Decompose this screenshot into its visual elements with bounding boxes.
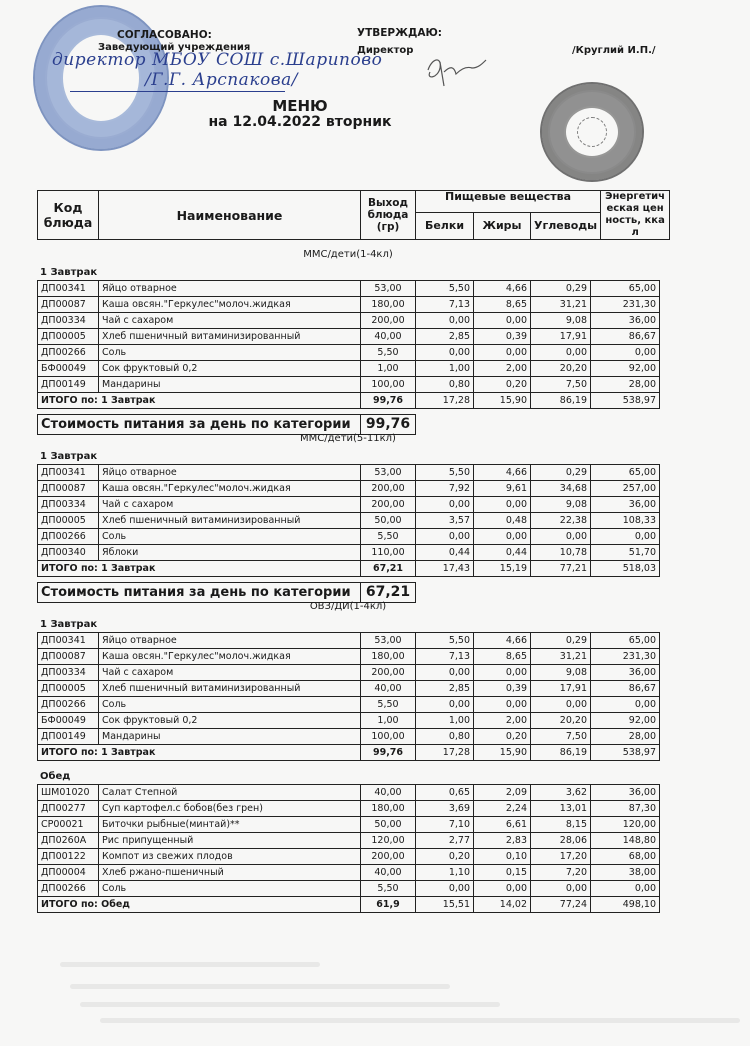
dish-protein: 0,65 — [416, 785, 474, 801]
dish-output: 40,00 — [361, 865, 416, 881]
dish-output: 100,00 — [361, 729, 416, 745]
dish-fat: 0,00 — [474, 665, 531, 681]
dish-protein: 0,00 — [416, 529, 474, 545]
dish-name: Суп картофел.с бобов(без грен) — [99, 801, 361, 817]
dish-code: ДП00341 — [38, 465, 99, 481]
table-row — [38, 665, 660, 681]
dish-protein: 3,69 — [416, 801, 474, 817]
total-output: 67,21 — [361, 561, 416, 577]
approved-handwritten-name: /Г.Г. Арспакова/ — [145, 70, 298, 90]
dish-energy: 0,00 — [591, 345, 660, 361]
dish-code: ДП0260А — [38, 833, 99, 849]
dish-code: ДП00334 — [38, 313, 99, 329]
dish-name: Каша овсян."Геркулес"молоч.жидкая — [99, 297, 361, 313]
dish-name: Биточки рыбные(минтай)** — [99, 817, 361, 833]
table-row — [38, 513, 660, 529]
dish-carbs: 8,15 — [531, 817, 591, 833]
dish-energy: 148,80 — [591, 833, 660, 849]
dish-code: ДП00149 — [38, 729, 99, 745]
dish-protein: 5,50 — [416, 633, 474, 649]
dish-name: Каша овсян."Геркулес"молоч.жидкая — [99, 481, 361, 497]
dish-code: БФ00049 — [38, 713, 99, 729]
dish-carbs: 3,62 — [531, 785, 591, 801]
dish-code: ДП00266 — [38, 881, 99, 897]
dish-name: Соль — [99, 697, 361, 713]
table-row — [38, 545, 660, 561]
bleed-through-mark — [70, 984, 450, 989]
table-row — [38, 697, 660, 713]
meal-title: 1 Завтрак — [40, 267, 98, 278]
dish-output: 200,00 — [361, 313, 416, 329]
menu-table — [37, 280, 660, 409]
dish-carbs: 9,08 — [531, 665, 591, 681]
dish-energy: 120,00 — [591, 817, 660, 833]
table-row — [38, 297, 660, 313]
header-fat: Жиры — [474, 213, 531, 240]
dish-protein: 0,00 — [416, 313, 474, 329]
dish-fat: 0,48 — [474, 513, 531, 529]
total-protein: 17,43 — [416, 561, 474, 577]
dish-protein: 1,00 — [416, 713, 474, 729]
dish-name: Сок фруктовый 0,2 — [99, 361, 361, 377]
dish-protein: 7,10 — [416, 817, 474, 833]
dish-fat: 2,83 — [474, 833, 531, 849]
dish-fat: 8,65 — [474, 297, 531, 313]
dish-code: ДП00340 — [38, 545, 99, 561]
dish-energy: 51,70 — [591, 545, 660, 561]
dish-output: 1,00 — [361, 713, 416, 729]
total-fat: 15,90 — [474, 745, 531, 761]
dish-protein: 0,20 — [416, 849, 474, 865]
dish-fat: 0,00 — [474, 313, 531, 329]
meal-title: 1 Завтрак — [40, 619, 98, 630]
menu-table-header — [37, 190, 670, 240]
dish-protein: 7,13 — [416, 297, 474, 313]
confirm-label: УТВЕРЖДАЮ: — [357, 27, 442, 39]
dish-protein: 0,00 — [416, 881, 474, 897]
dish-energy: 231,30 — [591, 649, 660, 665]
dish-fat: 2,00 — [474, 713, 531, 729]
dish-code: ДП00087 — [38, 481, 99, 497]
dish-output: 53,00 — [361, 281, 416, 297]
dish-code: ДП00266 — [38, 697, 99, 713]
cost-label: Стоимость питания за день по категории — [38, 583, 361, 603]
dish-name: Хлеб пшеничный витаминизированный — [99, 513, 361, 529]
dish-protein: 0,00 — [416, 497, 474, 513]
table-row — [38, 281, 660, 297]
dish-carbs: 0,00 — [531, 529, 591, 545]
dish-output: 50,00 — [361, 817, 416, 833]
dish-fat: 0,39 — [474, 681, 531, 697]
total-carbs: 86,19 — [531, 745, 591, 761]
dish-output: 200,00 — [361, 849, 416, 865]
table-row — [38, 345, 660, 361]
dish-output: 200,00 — [361, 497, 416, 513]
total-protein: 15,51 — [416, 897, 474, 913]
dish-fat: 0,00 — [474, 529, 531, 545]
organization-stamp-right — [540, 82, 644, 182]
dish-name: Мандарины — [99, 377, 361, 393]
bleed-through-mark — [80, 1002, 500, 1007]
approved-role: Заведующий учреждения — [98, 42, 251, 53]
dish-fat: 2,00 — [474, 361, 531, 377]
cost-row — [37, 582, 416, 603]
dish-output: 40,00 — [361, 681, 416, 697]
dish-energy: 65,00 — [591, 281, 660, 297]
rows — [38, 281, 660, 409]
total-row — [38, 897, 660, 913]
dish-fat: 0,44 — [474, 545, 531, 561]
page-title: МЕНЮ — [272, 97, 328, 115]
dish-name: Соль — [99, 345, 361, 361]
dish-code: ДП00004 — [38, 865, 99, 881]
dish-code: БФ00049 — [38, 361, 99, 377]
dish-carbs: 20,20 — [531, 713, 591, 729]
dish-name: Каша овсян."Геркулес"молоч.жидкая — [99, 649, 361, 665]
table-row — [38, 633, 660, 649]
dish-energy: 92,00 — [591, 713, 660, 729]
dish-fat: 0,20 — [474, 377, 531, 393]
dish-energy: 36,00 — [591, 665, 660, 681]
dish-code: ДП00149 — [38, 377, 99, 393]
cost-row — [37, 414, 416, 435]
dish-fat: 4,66 — [474, 465, 531, 481]
dish-name: Чай с сахаром — [99, 665, 361, 681]
table-row — [38, 649, 660, 665]
header-energy: Энергетическая ценность, ккал — [601, 191, 670, 240]
signature-underline — [70, 91, 285, 92]
dish-code: ДП00277 — [38, 801, 99, 817]
dish-energy: 92,00 — [591, 361, 660, 377]
dish-carbs: 17,91 — [531, 329, 591, 345]
dish-carbs: 34,68 — [531, 481, 591, 497]
dish-carbs: 17,20 — [531, 849, 591, 865]
dish-protein: 7,13 — [416, 649, 474, 665]
total-energy: 518,03 — [591, 561, 660, 577]
approved-handwritten-position: директор МБОУ СОШ с.Шарипово — [52, 50, 383, 70]
dish-output: 200,00 — [361, 665, 416, 681]
dish-fat: 8,65 — [474, 649, 531, 665]
dish-code: ДП00005 — [38, 329, 99, 345]
table-row — [38, 833, 660, 849]
dish-code: ДП00087 — [38, 649, 99, 665]
dish-protein: 2,85 — [416, 681, 474, 697]
rows — [38, 785, 660, 913]
dish-output: 180,00 — [361, 297, 416, 313]
dish-fat: 0,00 — [474, 497, 531, 513]
dish-carbs: 28,06 — [531, 833, 591, 849]
dish-energy: 36,00 — [591, 785, 660, 801]
dish-name: Соль — [99, 881, 361, 897]
dish-energy: 38,00 — [591, 865, 660, 881]
dish-output: 5,50 — [361, 697, 416, 713]
dish-fat: 4,66 — [474, 633, 531, 649]
dish-fat: 4,66 — [474, 281, 531, 297]
dish-code: ДП00266 — [38, 345, 99, 361]
total-label: ИТОГО по: 1 Завтрак — [38, 561, 361, 577]
page-subtitle: на 12.04.2022 вторник — [208, 114, 392, 130]
dish-name: Сок фруктовый 0,2 — [99, 713, 361, 729]
dish-energy: 108,33 — [591, 513, 660, 529]
dish-energy: 28,00 — [591, 729, 660, 745]
dish-name: Салат Степной — [99, 785, 361, 801]
total-carbs: 77,21 — [531, 561, 591, 577]
meal-title: Обед — [40, 771, 71, 782]
total-protein: 17,28 — [416, 745, 474, 761]
dish-carbs: 0,00 — [531, 881, 591, 897]
dish-output: 120,00 — [361, 833, 416, 849]
dish-name: Соль — [99, 529, 361, 545]
dish-fat: 0,15 — [474, 865, 531, 881]
dish-code: ДП00122 — [38, 849, 99, 865]
dish-output: 53,00 — [361, 465, 416, 481]
dish-energy: 65,00 — [591, 465, 660, 481]
dish-fat: 2,24 — [474, 801, 531, 817]
cost-label: Стоимость питания за день по категории — [38, 415, 361, 435]
dish-fat: 0,39 — [474, 329, 531, 345]
header-output: Выход блюда (гр) — [361, 191, 416, 240]
dish-fat: 0,00 — [474, 697, 531, 713]
total-label: ИТОГО по: 1 Завтрак — [38, 745, 361, 761]
dish-output: 200,00 — [361, 481, 416, 497]
emblem-icon — [577, 117, 607, 147]
menu-table — [37, 464, 660, 577]
dish-fat: 0,10 — [474, 849, 531, 865]
dish-fat: 0,00 — [474, 345, 531, 361]
dish-name: Чай с сахаром — [99, 313, 361, 329]
dish-name: Рис припущенный — [99, 833, 361, 849]
dish-fat: 2,09 — [474, 785, 531, 801]
category-title: ММС/дети(5-11кл) — [300, 433, 396, 444]
dish-name: Хлеб пшеничный витаминизированный — [99, 681, 361, 697]
dish-protein: 0,00 — [416, 345, 474, 361]
total-energy: 498,10 — [591, 897, 660, 913]
meal-title: 1 Завтрак — [40, 451, 98, 462]
dish-protein: 2,85 — [416, 329, 474, 345]
table-row — [38, 497, 660, 513]
dish-protein: 5,50 — [416, 281, 474, 297]
table-row — [38, 465, 660, 481]
dish-output: 5,50 — [361, 345, 416, 361]
table-row — [38, 361, 660, 377]
dish-protein: 0,80 — [416, 729, 474, 745]
dish-name: Яблоки — [99, 545, 361, 561]
dish-name: Компот из свежих плодов — [99, 849, 361, 865]
table-row — [38, 865, 660, 881]
dish-output: 1,00 — [361, 361, 416, 377]
header-protein: Белки — [416, 213, 474, 240]
table-row — [38, 329, 660, 345]
table-row — [38, 681, 660, 697]
table-row — [38, 713, 660, 729]
table-row — [38, 881, 660, 897]
dish-protein: 0,00 — [416, 665, 474, 681]
header-nutrients: Пищевые вещества — [416, 191, 601, 213]
dish-energy: 65,00 — [591, 633, 660, 649]
dish-output: 180,00 — [361, 801, 416, 817]
dish-output: 40,00 — [361, 785, 416, 801]
dish-output: 40,00 — [361, 329, 416, 345]
total-carbs: 86,19 — [531, 393, 591, 409]
dish-protein: 3,57 — [416, 513, 474, 529]
dish-carbs: 0,29 — [531, 465, 591, 481]
total-fat: 14,02 — [474, 897, 531, 913]
table-row — [38, 481, 660, 497]
dish-protein: 1,00 — [416, 361, 474, 377]
table-row — [38, 849, 660, 865]
total-energy: 538,97 — [591, 745, 660, 761]
table-row — [38, 529, 660, 545]
table-row — [38, 817, 660, 833]
approved-label: СОГЛАСОВАНО: — [117, 29, 212, 41]
dish-protein: 0,00 — [416, 697, 474, 713]
table-row — [38, 377, 660, 393]
dish-name: Мандарины — [99, 729, 361, 745]
dish-protein: 0,80 — [416, 377, 474, 393]
dish-carbs: 20,20 — [531, 361, 591, 377]
dish-protein: 0,44 — [416, 545, 474, 561]
dish-carbs: 22,38 — [531, 513, 591, 529]
header-carbs: Углеводы — [531, 213, 601, 240]
total-row — [38, 745, 660, 761]
cost-value: 67,21 — [361, 583, 416, 603]
dish-name: Чай с сахаром — [99, 497, 361, 513]
rows — [38, 633, 660, 761]
header-code: Код блюда — [38, 191, 99, 240]
dish-carbs: 7,50 — [531, 377, 591, 393]
total-label: ИТОГО по: Обед — [38, 897, 361, 913]
dish-code: СР00021 — [38, 817, 99, 833]
dish-output: 110,00 — [361, 545, 416, 561]
dish-carbs: 9,08 — [531, 497, 591, 513]
dish-carbs: 17,91 — [531, 681, 591, 697]
total-output: 61,9 — [361, 897, 416, 913]
dish-output: 50,00 — [361, 513, 416, 529]
dish-energy: 36,00 — [591, 497, 660, 513]
dish-code: ДП00005 — [38, 513, 99, 529]
dish-protein: 7,92 — [416, 481, 474, 497]
dish-name: Хлеб ржано-пшеничный — [99, 865, 361, 881]
total-carbs: 77,24 — [531, 897, 591, 913]
dish-carbs: 7,50 — [531, 729, 591, 745]
dish-name: Яйцо отварное — [99, 633, 361, 649]
dish-carbs: 0,29 — [531, 633, 591, 649]
total-energy: 538,97 — [591, 393, 660, 409]
dish-energy: 231,30 — [591, 297, 660, 313]
table-row — [38, 785, 660, 801]
dish-code: ДП00341 — [38, 281, 99, 297]
dish-carbs: 10,78 — [531, 545, 591, 561]
total-protein: 17,28 — [416, 393, 474, 409]
director-signature — [420, 50, 490, 90]
dish-carbs: 0,29 — [531, 281, 591, 297]
dish-carbs: 31,21 — [531, 297, 591, 313]
dish-energy: 36,00 — [591, 313, 660, 329]
rows — [38, 465, 660, 577]
dish-carbs: 31,21 — [531, 649, 591, 665]
dish-fat: 6,61 — [474, 817, 531, 833]
dish-output: 53,00 — [361, 633, 416, 649]
total-fat: 15,19 — [474, 561, 531, 577]
dish-output: 100,00 — [361, 377, 416, 393]
dish-energy: 0,00 — [591, 529, 660, 545]
total-row — [38, 393, 660, 409]
dish-energy: 0,00 — [591, 697, 660, 713]
bleed-through-mark — [100, 1018, 740, 1023]
confirm-name: /Круглий И.П./ — [572, 45, 656, 56]
dish-energy: 257,00 — [591, 481, 660, 497]
dish-fat: 9,61 — [474, 481, 531, 497]
dish-protein: 5,50 — [416, 465, 474, 481]
dish-name: Яйцо отварное — [99, 281, 361, 297]
dish-energy: 28,00 — [591, 377, 660, 393]
dish-energy: 86,67 — [591, 329, 660, 345]
dish-code: ДП00005 — [38, 681, 99, 697]
dish-code: ДП00334 — [38, 497, 99, 513]
dish-fat: 0,20 — [474, 729, 531, 745]
dish-energy: 86,67 — [591, 681, 660, 697]
dish-carbs: 0,00 — [531, 345, 591, 361]
dish-energy: 0,00 — [591, 881, 660, 897]
dish-output: 5,50 — [361, 529, 416, 545]
dish-code: ДП00266 — [38, 529, 99, 545]
table-row — [38, 313, 660, 329]
dish-output: 180,00 — [361, 649, 416, 665]
total-fat: 15,90 — [474, 393, 531, 409]
dish-carbs: 7,20 — [531, 865, 591, 881]
dish-output: 5,50 — [361, 881, 416, 897]
dish-carbs: 0,00 — [531, 697, 591, 713]
cost-value: 99,76 — [361, 415, 416, 435]
menu-table — [37, 632, 660, 761]
dish-code: ДП00334 — [38, 665, 99, 681]
header-name: Наименование — [99, 191, 361, 240]
dish-protein: 2,77 — [416, 833, 474, 849]
dish-fat: 0,00 — [474, 881, 531, 897]
dish-name: Хлеб пшеничный витаминизированный — [99, 329, 361, 345]
dish-code: ДП00341 — [38, 633, 99, 649]
table-row — [38, 729, 660, 745]
bleed-through-mark — [60, 962, 320, 967]
dish-energy: 87,30 — [591, 801, 660, 817]
dish-name: Яйцо отварное — [99, 465, 361, 481]
total-output: 99,76 — [361, 393, 416, 409]
dish-code: ШМ01020 — [38, 785, 99, 801]
total-row — [38, 561, 660, 577]
category-title: ОВЗ/ДИ(1-4кл) — [309, 601, 387, 612]
dish-code: ДП00087 — [38, 297, 99, 313]
confirm-role: Директор — [357, 45, 414, 56]
dish-protein: 1,10 — [416, 865, 474, 881]
total-output: 99,76 — [361, 745, 416, 761]
dish-carbs: 9,08 — [531, 313, 591, 329]
category-title: ММС/дети(1-4кл) — [303, 249, 393, 260]
dish-energy: 68,00 — [591, 849, 660, 865]
menu-table — [37, 784, 660, 913]
table-row — [38, 801, 660, 817]
total-label: ИТОГО по: 1 Завтрак — [38, 393, 361, 409]
dish-carbs: 13,01 — [531, 801, 591, 817]
